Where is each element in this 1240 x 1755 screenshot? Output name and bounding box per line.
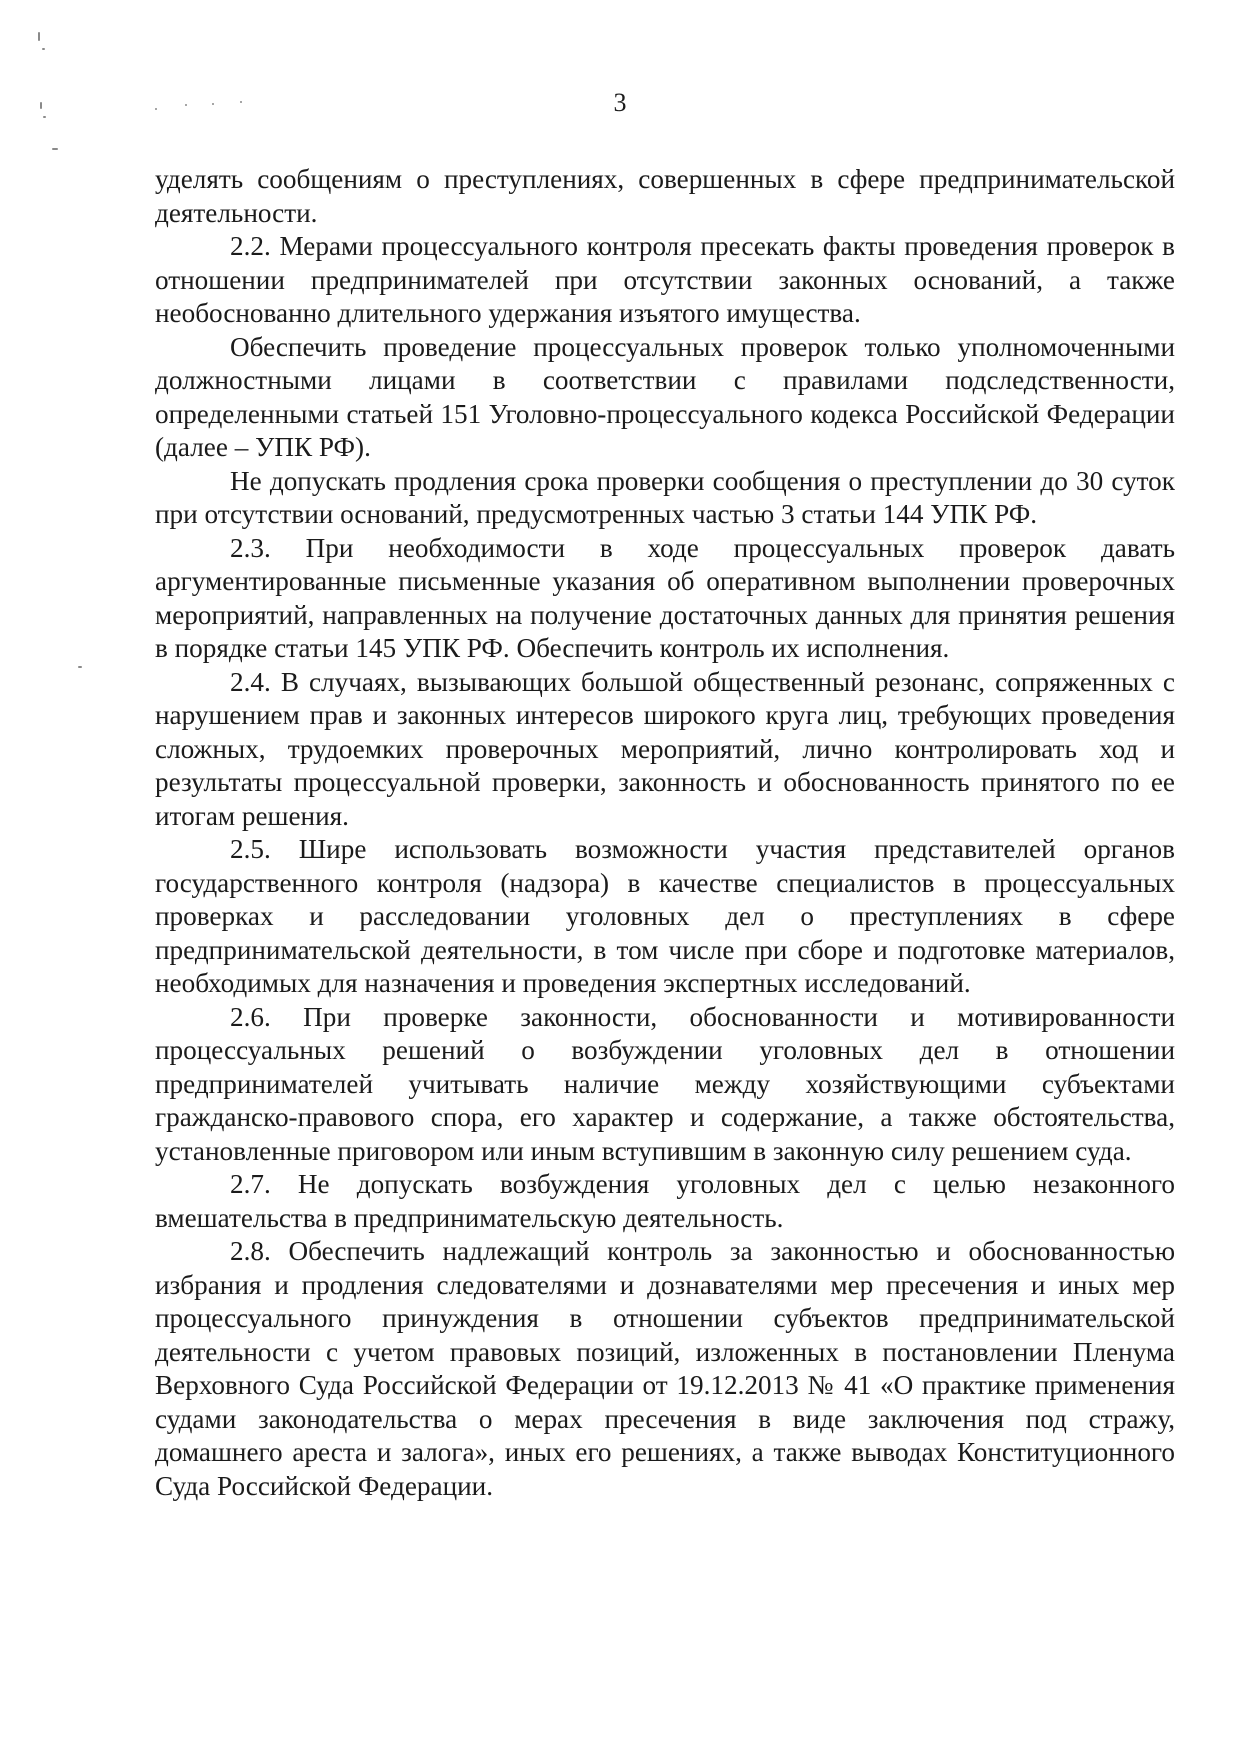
paragraph-2-2-extension: Не допускать продления срока проверки сообщения о преступлении до 30 суток при отсутствии оснований, предусмотренных частью 3 статьи 144 УПК РФ. [155, 465, 1175, 529]
scan-speck [42, 48, 45, 50]
paragraph-2-7: 2.7. Не допускать возбуждения уголовных дел с целью незаконного вмешательства в предпринимательскую деятельность. [155, 1169, 1175, 1233]
document-body [155, 163, 1175, 1503]
paragraph-2-2: 2.2. Мерами процессуального контроля пресекать факты проведения проверок в отношении предпринимателей при отсутствии законных оснований, а также необоснованно длительного удержания изъятого имущества. [155, 231, 1175, 328]
paragraph-2-5: 2.5. Шире использовать возможности участия представителей органов государственного контроля (надзора) в качестве специалистов в процессуальных проверках и расследовании уголовных дел о преступлениях в сфере предпринимательской деятельности, в том числе при сборе и подготовке материалов, необходимых для назначения и проведения экспертных исследований. [155, 834, 1175, 998]
paragraph-2-4: 2.4. В случаях, вызывающих большой общественный резонанс, сопряженных с нарушением прав и законных интересов широкого круга лиц, требующих проведения сложных, трудоемких проверочных мероприятий, лично контролировать ход и результаты процессуальной проверки, законность и обоснованность принятого по ее итогам решения. [155, 666, 1175, 831]
paragraph-continuation: уделять сообщениям о преступлениях, совершенных в сфере предпринимательской деятельности. [155, 164, 1175, 228]
page-number: 3 [613, 88, 627, 117]
paragraph-2-8: 2.8. Обеспечить надлежащий контроль за законностью и обоснованностью избрания и продления следователями и дознавателями мер пресечения и иных мер процессуального принуждения в отношении субъектов предпринимательской деятельности с учетом правовых позиций, изложенных в постановлении Пленума Верховного Суда Российской Федерации от 19.12.2013 № 41 «О практике применения судами законодательства о мерах пресечения в виде заключения под стражу, домашнего ареста и залога», иных его решениях, а также выводах Конституционного Суда Российской Федерации. [155, 1236, 1175, 1501]
paragraph-2-2-procedural-checks: Обеспечить проведение процессуальных проверок только уполномоченными должностными лицами в соответствии с правилами подследственности, определенными статьей 151 Уголовно-процессуального кодекса Российской Федерации (далее – УПК РФ). [155, 331, 1175, 462]
scan-speck [38, 32, 40, 41]
paragraph-2-6: 2.6. При проверке законности, обоснованности и мотивированности процессуальных решений о возбуждении уголовных дел в отношении предпринимателей учитывать наличие между хозяйствующими субъектами гражданско-правового спора, его характер и содержание, а также обстоятельства, установленные приговором или иным вступившим в законную силу решением суда. [155, 1001, 1175, 1166]
scan-speck [52, 148, 58, 150]
scan-speck [78, 666, 82, 668]
paragraph-2-3: 2.3. При необходимости в ходе процессуальных проверок давать аргументированные письменные указания об оперативном выполнении проверочных мероприятий, направленных на получение достаточных данных для принятия решения в порядке статьи 145 УПК РФ. Обеспечить контроль их исполнения. [155, 532, 1175, 663]
